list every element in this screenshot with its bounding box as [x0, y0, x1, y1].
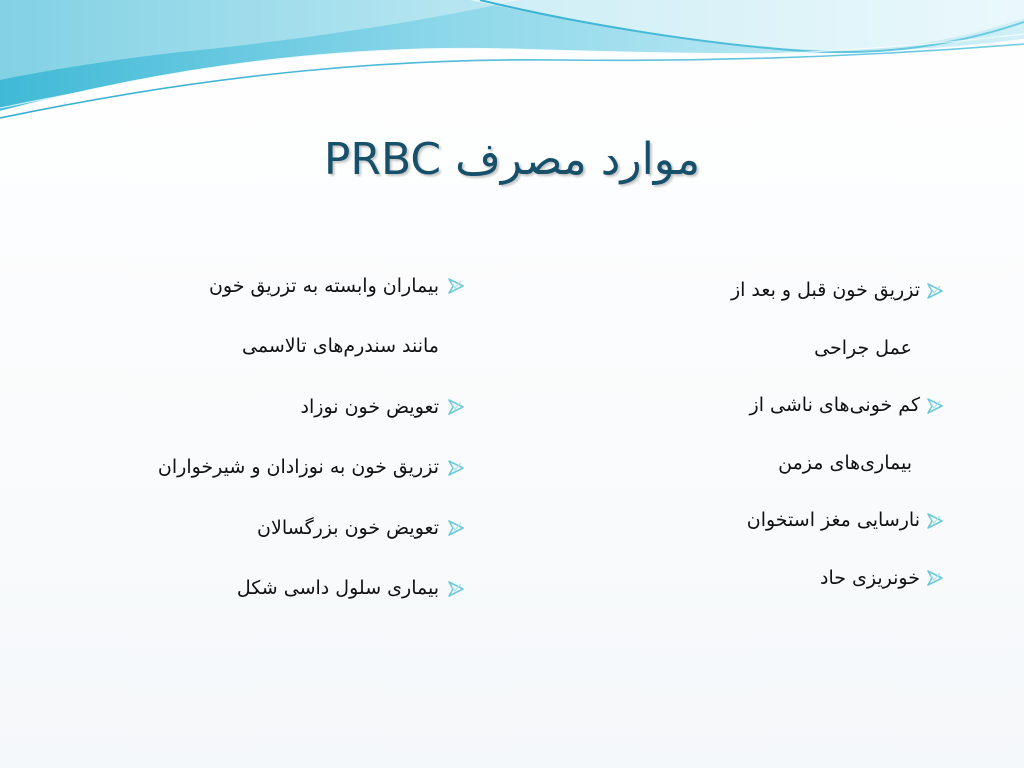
checkmark-arrow-icon [443, 460, 469, 476]
list-item [69, 498, 469, 559]
list-item [69, 377, 469, 438]
checkmark-arrow-icon [443, 399, 469, 415]
checkmark-arrow-icon [443, 581, 469, 597]
list-item-continuation [656, 320, 946, 378]
list-item-text: مانند سندرم‌های تالاسمی [242, 335, 439, 358]
list-item-text: عمل جراحی [814, 336, 912, 359]
slide-title: موارد مصرف PRBC [323, 134, 701, 185]
checkmark-arrow-icon [443, 278, 469, 294]
list-item [656, 262, 946, 320]
list-item [656, 550, 946, 608]
list-item-text: بیماری‌های مزمن [778, 451, 912, 474]
list-item [69, 256, 469, 317]
list-item [656, 377, 946, 435]
checkmark-arrow-icon [924, 398, 946, 414]
list-item-text: بیماری سلول داسی شکل [236, 577, 439, 600]
checkmark-arrow-icon [924, 283, 946, 299]
list-item-text: تزریق خون قبل و بعد از [730, 279, 920, 302]
list-item [69, 559, 469, 620]
list-item-continuation [69, 317, 469, 378]
list-item-continuation [656, 435, 946, 493]
checkmark-arrow-icon [924, 513, 946, 529]
left-bullet-list [69, 256, 469, 619]
checkmark-arrow-icon [924, 570, 946, 586]
checkmark-arrow-icon [443, 520, 469, 536]
list-item-text: تعویض خون بزرگسالان [257, 516, 439, 539]
list-item [656, 492, 946, 550]
list-item [69, 438, 469, 499]
list-item-text: تزریق خون به نوزادان و شیرخواران [157, 456, 439, 479]
list-item-text: تعویض خون نوزاد [300, 395, 439, 418]
right-bullet-list [656, 262, 946, 607]
list-item-text: کم خونی‌های ناشی از [749, 394, 920, 417]
list-item-text: نارسایی مغز استخوان [746, 509, 920, 532]
header-wave-decoration [0, 0, 1024, 130]
list-item-text: بیماران وابسته به تزریق خون [208, 274, 439, 297]
list-item-text: خونریزی حاد [819, 566, 920, 589]
